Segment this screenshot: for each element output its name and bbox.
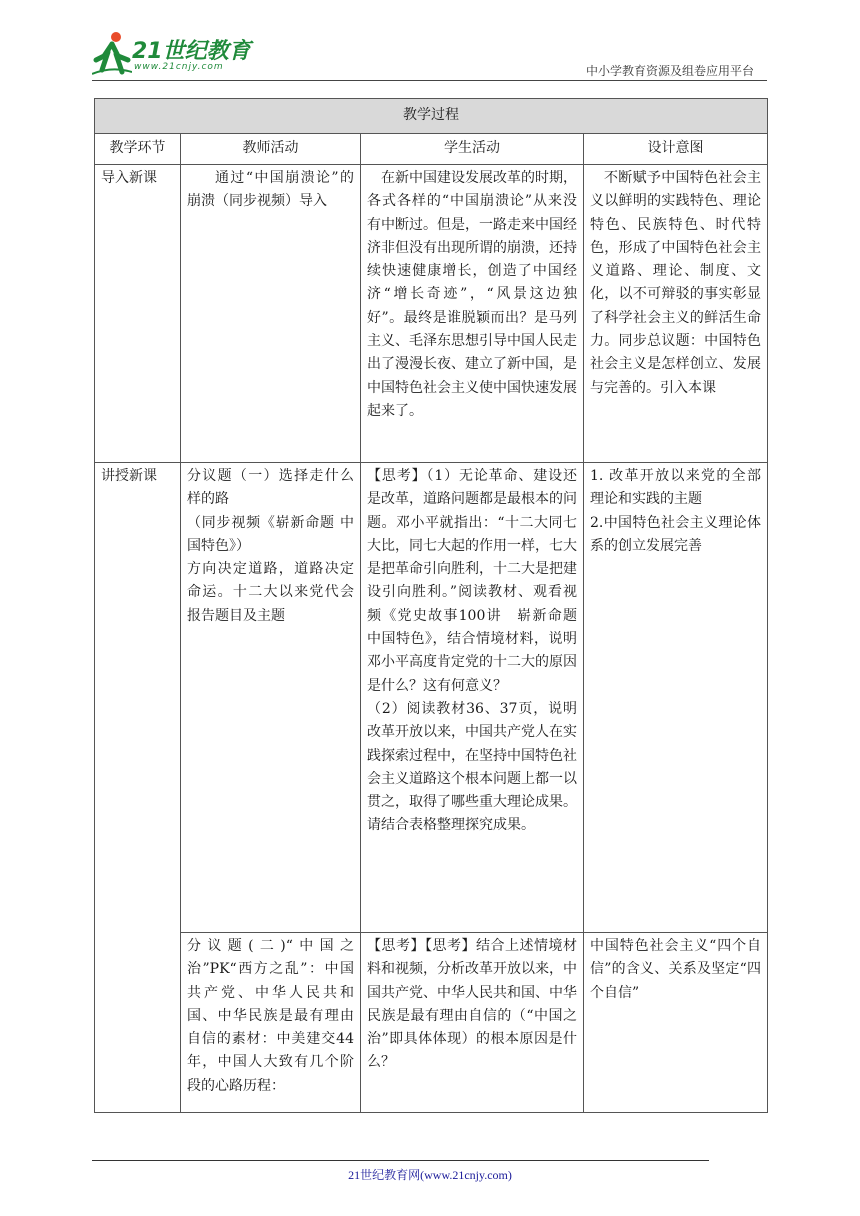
page-header [0,0,860,90]
platform-name: 中小学教育资源及组卷应用平台 [585,64,754,78]
design-intent-text: 2.中国特色社会主义理论体系的创立发展完善 [590,514,761,554]
design-intent-text: 中国特色社会主义“四个自信”的含义、关系及坚定“四个自信” [590,938,761,1001]
column-header-intent: 设计意图 [584,134,768,165]
footer-link[interactable]: 21世纪教育网(www.21cnjy.com) [348,1168,512,1182]
teacher-activity-text: （同步视频《崭新命题 中国特色》） [187,514,354,554]
runner-logo-icon [92,30,132,76]
design-intent-cell [584,933,768,1113]
teacher-activity-cell [181,933,361,1113]
student-activity-text: （2）阅读教材36、37页，说明改革开放以来，中国共产党人在实践探索过程中，在坚持中国特色社会主义道路这个根本问题上都一以贯之，取得了哪些重大理论成果。请结合表格整理探究成果。 [367,700,577,834]
table-row [95,463,768,933]
header-divider [92,80,767,81]
design-intent-cell [584,165,768,463]
teaching-process-table [94,98,768,1113]
site-logo[interactable] [92,28,262,80]
teacher-activity-text: 分议题(二)“中国之治”PK“西方之乱”：中国共产党、中华人民共和国、中华民族是最有理由自信的素材：中美建交44年，中国人大致有几个阶段的心路历程： [187,938,354,1094]
teacher-activity-cell [181,165,361,463]
student-activity-cell [361,463,591,933]
logo-url: www.21cnjy.com [134,62,224,72]
table-row [95,933,768,1113]
design-intent-text: 1. 改革开放以来党的全部理论和实践的主题 [590,468,761,508]
teacher-activity-cell [181,463,361,933]
footer-divider [92,1160,709,1161]
student-activity-cell [361,933,584,1113]
table-row [95,165,768,463]
student-activity-text: 【思考】（1）无论革命、建设还是改革，道路问题都是最根本的问题。邓小平就指出：“十二大同七大比，同七大起的作用一样，七大是把革命引向胜利，十二大是把建设引向胜利。”阅读教材、观看视频《党史故事100讲 崭新命题 中国特色》，结合情境材料，说明邓小平高度肯定党的十二大的原因是什么？这有何意义？ [367,468,591,694]
column-header-teacher: 教师活动 [181,134,361,165]
column-header-student: 学生活动 [361,134,584,165]
student-activity-text: 在新中国建设发展改革的时期，各式各样的“中国崩溃论”从来没有中断过。但是，一路走来中国经济非但没有出现所谓的崩溃，还持续快速健康增长，创造了中国经济“增长奇迹”，“风景这边独好”。最终是谁脱颖而出？是马列主义、毛泽东思想引导中国人民走出了漫漫长夜、建立了新中国，是中国特色社会主义使中国快速发展起来了。 [367,170,577,419]
student-activity-cell [361,165,584,463]
logo-text: 21世纪教育 [132,39,251,64]
column-header-section: 教学环节 [95,134,181,165]
teacher-activity-text: 分议题（一）选择走什么样的路 [187,468,354,508]
teacher-activity-text: 通过“中国崩溃论”的崩溃（同步视频）导入 [187,170,354,210]
teacher-activity-text: 方向决定道路，道路决定命运。十二大以来党代会报告题目及主题 [187,561,354,624]
student-activity-text: 【思考】【思考】结合上述情境材料和视频，分析改革开放以来，中国共产党、中华人民共和国、中华民族是最有理由自信的（“中国之治”即具体体现）的根本原因是什么？ [367,938,577,1071]
table-title: 教学过程 [95,99,768,134]
section-cell: 讲授新课 [95,463,181,1113]
section-cell: 导入新课 [95,165,181,463]
table-header-row [95,134,768,165]
design-intent-text: 不断赋予中国特色社会主义以鲜明的实践特色、理论特色、民族特色、时代特色，形成了中国特色社会主义道路、理论、制度、文化，以不可辩驳的事实彰显了科学社会主义的鲜活生命力。同步总议题：中国特色社会主义是怎样创立、发展与完善的。引入本课 [590,170,761,396]
design-intent-cell [584,463,768,933]
